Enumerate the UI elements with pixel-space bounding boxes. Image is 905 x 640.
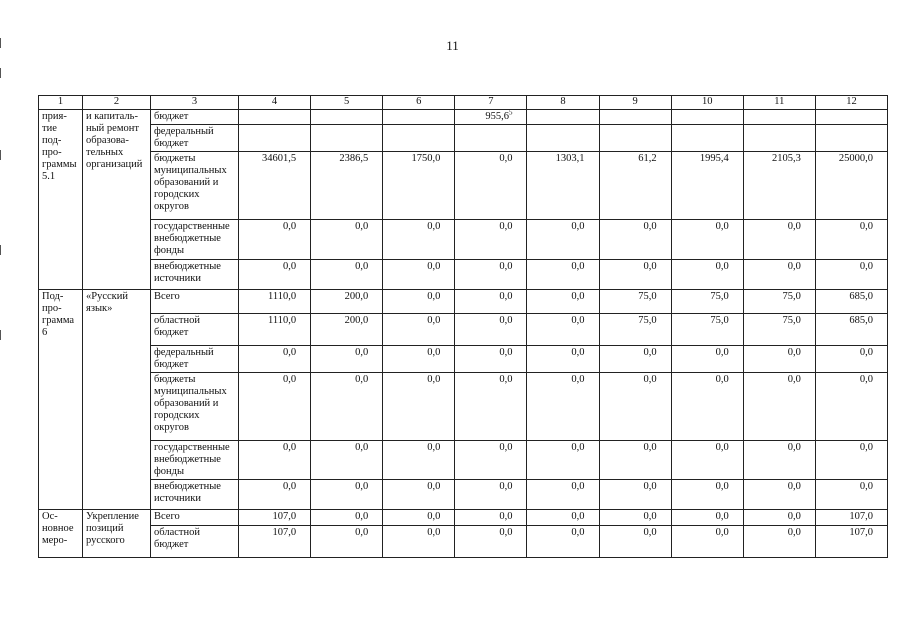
amount-cell: [527, 260, 599, 290]
amount-value: 0,0: [715, 261, 729, 272]
amount-cell: [743, 314, 815, 346]
amount-value: 0,0: [355, 442, 369, 453]
amount-value: 0,0: [427, 261, 441, 272]
amount-cell: [455, 152, 527, 220]
amount-value: 0,0: [427, 221, 441, 232]
amount-cell: [311, 346, 383, 373]
amount-cell: [599, 152, 671, 220]
amount-value: 75,0: [638, 291, 657, 302]
amount-value: 0,0: [355, 481, 369, 492]
table-row: [39, 526, 888, 558]
amount-value: 0,0: [282, 481, 297, 492]
table-row: [39, 152, 888, 220]
amount-value: 61,2: [638, 153, 657, 164]
table-row: [39, 260, 888, 290]
funding-source-cell: внебюджетные источники: [151, 480, 239, 510]
amount-cell: [239, 152, 311, 220]
amount-value: 0,0: [499, 511, 513, 522]
amount-cell: [455, 510, 527, 526]
amount-value: 0,0: [643, 511, 657, 522]
column-number: 4: [239, 96, 311, 110]
budget-table: [38, 95, 888, 558]
column-number: 1: [39, 96, 83, 110]
amount-value: 0,0: [427, 442, 441, 453]
amount-cell: [455, 125, 527, 152]
amount-value: 107,0: [272, 527, 297, 538]
amount-cell: [671, 125, 743, 152]
amount-value: 1303,1: [555, 153, 585, 164]
amount-cell: [815, 480, 887, 510]
amount-value: 0,0: [355, 221, 369, 232]
amount-cell: [383, 110, 455, 125]
amount-cell: [527, 480, 599, 510]
amount-value: 685,0: [849, 315, 873, 326]
amount-value: 1110,0: [268, 315, 297, 326]
amount-cell: [383, 441, 455, 480]
amount-value: 0,0: [715, 527, 729, 538]
amount-cell: [455, 480, 527, 510]
table-row: [39, 110, 888, 125]
amount-value: 0,0: [571, 481, 585, 492]
amount-cell: [815, 510, 887, 526]
amount-cell: [527, 290, 599, 314]
amount-value: 0,0: [427, 374, 441, 385]
amount-cell: [383, 314, 455, 346]
amount-cell: [239, 125, 311, 152]
amount-value: 0,0: [571, 221, 585, 232]
amount-value: 0,0: [859, 442, 873, 453]
amount-cell: [239, 110, 311, 125]
program-code-cell: прия- тие под- про- граммы 5.1: [39, 110, 83, 290]
amount-cell: [599, 373, 671, 441]
amount-cell: [383, 510, 455, 526]
amount-cell: [311, 110, 383, 125]
amount-value: 0,0: [859, 221, 873, 232]
amount-cell: [599, 220, 671, 260]
amount-cell: [527, 346, 599, 373]
amount-value: 0,0: [499, 153, 513, 164]
amount-cell: [815, 526, 887, 558]
amount-value: 200,0: [344, 315, 369, 326]
amount-value: 75,0: [638, 315, 657, 326]
column-number: 2: [83, 96, 151, 110]
amount-value: 0,0: [355, 261, 369, 272]
column-number: 12: [815, 96, 887, 110]
amount-cell: [311, 480, 383, 510]
funding-source-cell: Всего: [151, 290, 239, 314]
amount-value: 107,0: [849, 511, 873, 522]
amount-cell: [815, 346, 887, 373]
amount-value: 0,0: [715, 347, 729, 358]
amount-cell: [527, 125, 599, 152]
amount-value: 0,0: [499, 291, 513, 302]
amount-cell: [311, 510, 383, 526]
amount-value: 0,0: [787, 442, 801, 453]
amount-cell: [383, 373, 455, 441]
amount-cell: [311, 373, 383, 441]
page-number: 11: [446, 38, 459, 53]
amount-cell: [671, 260, 743, 290]
amount-value: 0,0: [571, 442, 585, 453]
amount-cell: [239, 314, 311, 346]
amount-cell: [383, 125, 455, 152]
amount-cell: [527, 373, 599, 441]
amount-value: 0,0: [859, 347, 873, 358]
amount-value: 0,0: [643, 221, 657, 232]
amount-cell: [671, 480, 743, 510]
amount-value: 0,0: [643, 481, 657, 492]
amount-value: 0,0: [571, 347, 585, 358]
table-row: [39, 346, 888, 373]
amount-cell: [311, 152, 383, 220]
amount-value: 0,0: [499, 315, 513, 326]
amount-value: 75,0: [782, 315, 801, 326]
amount-value: 0,0: [571, 315, 585, 326]
funding-source-cell: областной бюджет: [151, 526, 239, 558]
amount-cell: [383, 480, 455, 510]
amount-cell: [743, 373, 815, 441]
column-number: 7: [455, 96, 527, 110]
amount-cell: [671, 510, 743, 526]
amount-value: 0,0: [499, 347, 513, 358]
amount-cell: [599, 110, 671, 125]
amount-value: 0,0: [787, 527, 801, 538]
amount-value: 0,0: [427, 347, 441, 358]
amount-cell: [383, 526, 455, 558]
amount-cell: [311, 260, 383, 290]
amount-value: 0,0: [787, 221, 801, 232]
column-number: 8: [527, 96, 599, 110]
funding-source-cell: государственные внебюджетные фонды: [151, 441, 239, 480]
amount-value: 685,0: [849, 291, 873, 302]
amount-cell: [239, 346, 311, 373]
amount-value: 0,0: [427, 291, 441, 302]
amount-value: 0,0: [787, 347, 801, 358]
amount-value: 2105,3: [772, 153, 801, 164]
amount-cell: [599, 290, 671, 314]
amount-cell: [743, 510, 815, 526]
amount-cell: [311, 526, 383, 558]
amount-value: 0,0: [787, 481, 801, 492]
margin-tick: [0, 150, 1, 160]
amount-cell: [815, 314, 887, 346]
amount-value: 0,0: [571, 374, 585, 385]
amount-value: 75,0: [782, 291, 801, 302]
amount-value: 0,0: [282, 374, 297, 385]
amount-cell: [527, 510, 599, 526]
amount-value: 1110,0: [268, 291, 297, 302]
amount-value: 75,0: [710, 315, 729, 326]
column-number-row: [39, 96, 888, 110]
amount-cell: [239, 260, 311, 290]
table-row: [39, 373, 888, 441]
amount-cell: [815, 260, 887, 290]
column-number: 10: [671, 96, 743, 110]
amount-cell: [743, 290, 815, 314]
amount-cell: [455, 290, 527, 314]
amount-cell: [527, 441, 599, 480]
amount-cell: [455, 346, 527, 373]
program-name-cell: «Русский язык»: [83, 290, 151, 510]
amount-value: 0,0: [571, 291, 585, 302]
amount-value: 25000,0: [838, 153, 873, 164]
amount-value: 0,0: [282, 442, 297, 453]
amount-value: 0,0: [282, 261, 297, 272]
amount-cell: [599, 441, 671, 480]
amount-cell: [743, 480, 815, 510]
amount-cell: [239, 526, 311, 558]
amount-value: 0,0: [715, 221, 729, 232]
amount-cell: [671, 152, 743, 220]
amount-cell: [311, 220, 383, 260]
funding-source-cell: государственные внебюджетные фонды: [151, 220, 239, 260]
amount-cell: [671, 314, 743, 346]
amount-value: 0,0: [715, 481, 729, 492]
amount-cell: [599, 510, 671, 526]
margin-tick: [0, 68, 1, 78]
table-row: [39, 314, 888, 346]
amount-cell: [815, 152, 887, 220]
amount-value: 1995,4: [699, 153, 729, 164]
amount-cell: [311, 290, 383, 314]
scan-margin-marks: [0, 0, 4, 640]
program-name-cell: и капиталь- ный ремонт образова- тельных организаций: [83, 110, 151, 290]
amount-cell: [455, 110, 527, 125]
amount-cell: [527, 152, 599, 220]
funding-source-cell: федеральный бюджет: [151, 125, 239, 152]
amount-value: 107,0: [849, 527, 873, 538]
amount-cell: [599, 260, 671, 290]
amount-value: 0,0: [859, 261, 873, 272]
funding-source-cell: бюджет: [151, 110, 239, 125]
amount-value: 0,0: [355, 374, 369, 385]
table-row: [39, 510, 888, 526]
amount-value: 0,0: [571, 527, 585, 538]
column-number: 9: [599, 96, 671, 110]
amount-value: 0,0: [427, 527, 441, 538]
amount-value: 0,0: [643, 527, 657, 538]
amount-cell: [455, 526, 527, 558]
amount-value: 0,0: [859, 374, 873, 385]
amount-cell: [743, 220, 815, 260]
amount-value: 955,6: [485, 111, 509, 122]
amount-value: 0,0: [282, 347, 297, 358]
amount-value: 0,0: [282, 221, 297, 232]
amount-value: 2386,5: [339, 153, 369, 164]
amount-cell: [743, 526, 815, 558]
amount-value: 0,0: [571, 511, 585, 522]
amount-cell: [743, 260, 815, 290]
amount-cell: [527, 526, 599, 558]
amount-cell: [815, 441, 887, 480]
amount-cell: [671, 346, 743, 373]
amount-value: 0,0: [427, 481, 441, 492]
funding-source-cell: федеральный бюджет: [151, 346, 239, 373]
amount-cell: [671, 290, 743, 314]
amount-value: 0,0: [499, 374, 513, 385]
amount-value: 34601,5: [261, 153, 297, 164]
column-number: 6: [383, 96, 455, 110]
footnote-marker: 5: [508, 109, 513, 117]
amount-value: 0,0: [787, 261, 801, 272]
amount-value: 0,0: [427, 315, 441, 326]
amount-cell: [815, 290, 887, 314]
column-number: 5: [311, 96, 383, 110]
amount-cell: [239, 510, 311, 526]
amount-value: 0,0: [787, 511, 801, 522]
table-row: [39, 480, 888, 510]
margin-tick: [0, 38, 1, 48]
amount-cell: [239, 220, 311, 260]
amount-cell: [743, 125, 815, 152]
amount-cell: [599, 480, 671, 510]
table-row: [39, 290, 888, 314]
amount-value: 0,0: [715, 511, 729, 522]
amount-cell: [671, 441, 743, 480]
margin-tick: [0, 245, 1, 255]
amount-value: 0,0: [355, 347, 369, 358]
amount-cell: [383, 290, 455, 314]
amount-cell: [671, 373, 743, 441]
amount-cell: [599, 346, 671, 373]
funding-source-cell: внебюджетные источники: [151, 260, 239, 290]
amount-cell: [527, 220, 599, 260]
amount-value: 0,0: [355, 511, 369, 522]
amount-cell: [383, 346, 455, 373]
table-row: [39, 125, 888, 152]
amount-cell: [311, 314, 383, 346]
amount-cell: [671, 220, 743, 260]
amount-cell: [815, 125, 887, 152]
amount-cell: [311, 125, 383, 152]
amount-value: 0,0: [787, 374, 801, 385]
amount-cell: [599, 125, 671, 152]
funding-source-cell: Всего: [151, 510, 239, 526]
amount-cell: [815, 373, 887, 441]
amount-cell: [743, 152, 815, 220]
program-code-cell: Под- про- грамма 6: [39, 290, 83, 510]
amount-cell: [671, 110, 743, 125]
amount-cell: [455, 441, 527, 480]
budget-table-body: [39, 96, 888, 558]
amount-cell: [239, 373, 311, 441]
table-row: [39, 441, 888, 480]
table-row: [39, 220, 888, 260]
amount-cell: [743, 346, 815, 373]
amount-cell: [455, 314, 527, 346]
amount-value: 0,0: [643, 347, 657, 358]
amount-value: 0,0: [499, 527, 513, 538]
amount-cell: [743, 110, 815, 125]
amount-cell: [815, 110, 887, 125]
program-name-cell: Укрепление позиций русского: [83, 510, 151, 558]
amount-value: 0,0: [355, 527, 369, 538]
amount-value: 75,0: [710, 291, 729, 302]
amount-value: 0,0: [499, 481, 513, 492]
amount-value: 0,0: [643, 374, 657, 385]
amount-cell: [455, 220, 527, 260]
amount-cell: [671, 526, 743, 558]
amount-cell: [239, 290, 311, 314]
amount-value: 0,0: [571, 261, 585, 272]
amount-value: 0,0: [499, 261, 513, 272]
funding-source-cell: бюджеты муниципальных образований и городских округов: [151, 152, 239, 220]
amount-cell: [743, 441, 815, 480]
amount-cell: [599, 314, 671, 346]
amount-cell: [527, 110, 599, 125]
amount-cell: [527, 314, 599, 346]
amount-value: 1750,0: [411, 153, 441, 164]
amount-value: 107,0: [272, 511, 297, 522]
funding-source-cell: областной бюджет: [151, 314, 239, 346]
amount-cell: [239, 480, 311, 510]
amount-cell: [455, 373, 527, 441]
amount-cell: [599, 526, 671, 558]
amount-value: 0,0: [859, 481, 873, 492]
margin-tick: [0, 330, 1, 340]
amount-value: 0,0: [499, 442, 513, 453]
amount-value: 0,0: [643, 261, 657, 272]
amount-value: 0,0: [427, 511, 441, 522]
program-code-cell: Ос- новное меро-: [39, 510, 83, 558]
funding-source-cell: бюджеты муниципальных образований и городских округов: [151, 373, 239, 441]
amount-value: 0,0: [643, 442, 657, 453]
amount-cell: [239, 441, 311, 480]
amount-cell: [383, 220, 455, 260]
column-number: 11: [743, 96, 815, 110]
amount-cell: [383, 260, 455, 290]
column-number: 3: [151, 96, 239, 110]
amount-cell: [815, 220, 887, 260]
amount-value: 200,0: [344, 291, 369, 302]
amount-cell: [311, 441, 383, 480]
amount-cell: [455, 260, 527, 290]
amount-value: 0,0: [715, 442, 729, 453]
amount-cell: [383, 152, 455, 220]
amount-value: 0,0: [715, 374, 729, 385]
amount-value: 0,0: [499, 221, 513, 232]
